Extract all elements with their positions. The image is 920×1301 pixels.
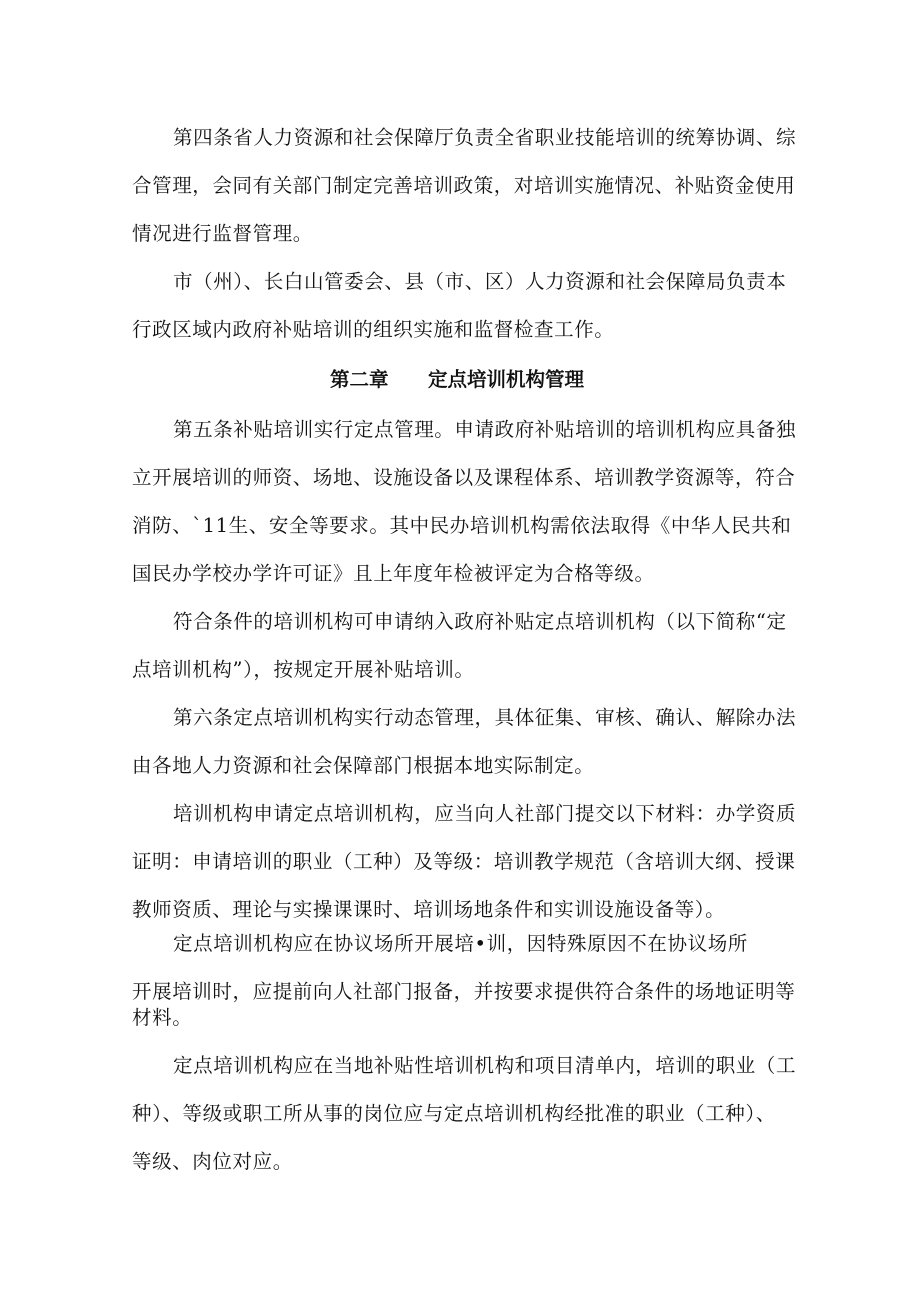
paragraph-line: 培训机构申请定点培训机构，应当向人社部门提交以下材料：办学资质 [173, 802, 797, 825]
paragraph-line: 消防、`11生、安全等要求。其中民办培训机构需依法取得《中华人民共和 [132, 514, 792, 537]
paragraph-line: 第六条定点培训机构实行动态管理，具体征集、审核、确认、解除办法 [173, 706, 797, 729]
paragraph-line: 定点培训机构应在协议场所开展培•训，因特殊原因不在协议场所 [173, 932, 748, 955]
paragraph-line: 种）、等级或职工所从事的岗位应与定点培训机构经批准的职业（工种）、 [132, 1102, 776, 1125]
paragraph-line: 立开展培训的师资、场地、设施设备以及课程体系、培训教学资源等，符合 [132, 466, 796, 489]
paragraph-line: 开展培训时，应提前向人社部门报备，并按要求提供符合条件的场地证明等 [132, 980, 796, 1003]
paragraph-line: 第五条补贴培训实行定点管理。申请政府补贴培训的培训机构应具备独 [173, 418, 797, 441]
chapter-number: 第二章 [330, 368, 389, 391]
paragraph-line: 定点培训机构应在当地补贴性培训机构和项目清单内，培训的职业（工 [173, 1054, 797, 1077]
paragraph-line: 合管理，会同有关部门制定完善培训政策，对培训实施情况、补贴资金使用 [132, 174, 796, 197]
paragraph-line: 等级、肉位对应。 [132, 1150, 293, 1173]
paragraph-line: 点培训机构”），按规定开展补贴培训。 [132, 658, 475, 681]
paragraph-line: 国民办学校办学许可证》且上年度年检被评定为合格等级。 [132, 562, 655, 585]
paragraph-line: 证明：申请培训的职业（工种）及等级：培训教学规范（含培训大纲、授课 [132, 850, 796, 873]
paragraph-line: 材料。 [132, 1006, 193, 1029]
paragraph-line: 教师资质、理论与实操课课时、培训场地条件和实训设施设备等）。 [132, 898, 726, 921]
paragraph-line: 情况进行监督管理。 [132, 222, 313, 245]
paragraph-line: 由各地人力资源和社会保障部门根据本地实际制定。 [132, 754, 595, 777]
chapter-title: 定点培训机构管理 [428, 368, 585, 391]
paragraph-line: 符合条件的培训机构可申请纳入政府补贴定点培训机构（以下简称“定 [173, 610, 787, 633]
paragraph-line: 行政区域内政府补贴培训的组织实施和监督检查工作。 [132, 318, 615, 341]
paragraph-line: 第四条省人力资源和社会保障厅负责全省职业技能培训的统筹协调、综 [173, 126, 797, 149]
paragraph-line: 市（州）、长白山管委会、县（市、区）人力资源和社会保障局负责本 [173, 270, 787, 293]
